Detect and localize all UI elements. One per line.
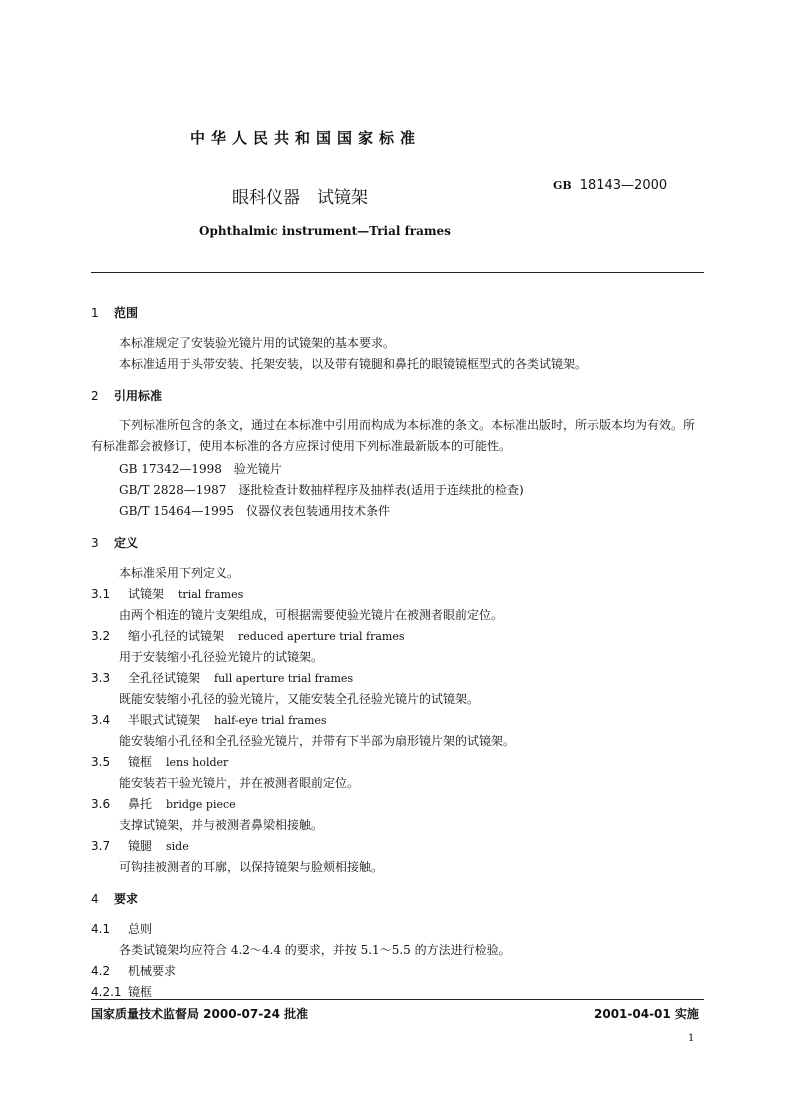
reference-item: GB 17342—1998 验光镜片 [119,462,282,476]
reference-item: GB/T 15464—1995 仪器仪表包装通用技术条件 [119,504,390,518]
document-title-zh: 眼科仪器 试镜架 [232,188,368,208]
section-1-heading [91,304,138,321]
term-zh: 镜腿 [128,839,153,853]
term-number: 3.5 [91,755,111,769]
term-3-3 [91,669,353,686]
section-number: 2 [91,389,99,403]
term-3-2 [91,627,405,644]
term-en: trial frames [178,588,244,601]
term-number: 3.7 [91,839,111,853]
term-number: 3.6 [91,797,111,811]
section-title: 引用标准 [114,389,163,403]
term-number: 3.3 [91,671,111,685]
implementation-date: 2001-04-01 实施 [594,1007,699,1021]
term-number: 3.4 [91,713,111,727]
approval-info: 国家质量技术监督局 2000-07-24 批准 [91,1007,309,1021]
term-definition: 支撑试镜架，并与被测者鼻梁相接触。 [119,818,324,832]
subsection-4-1 [91,920,152,937]
header-divider [91,272,704,273]
section-title: 范围 [114,306,139,320]
term-3-6 [91,795,236,812]
subsection-number: 4.2 [91,964,111,978]
section-number: 3 [91,536,99,550]
term-definition: 由两个相连的镜片支架组成，可根据需要使验光镜片在被测者眼前定位。 [119,608,504,622]
section-number: 1 [91,306,99,320]
term-en: bridge piece [166,798,236,811]
paragraph: 本标准采用下列定义。 [119,566,240,580]
term-number: 3.1 [91,587,111,601]
term-zh: 镜框 [128,755,153,769]
term-3-4 [91,711,327,728]
term-zh: 试镜架 [128,587,165,601]
subsection-4-2-1 [91,983,152,1000]
term-definition: 既能安装缩小孔径的验光镜片，又能安装全孔径验光镜片的试镜架。 [119,692,480,706]
footer-divider [91,999,704,1000]
section-4-heading [91,890,138,907]
gb-number: 18143—2000 [579,178,668,193]
term-3-5 [91,753,228,770]
term-zh: 缩小孔径的试镜架 [128,629,225,643]
section-title: 定义 [114,536,139,550]
subsection-4-2 [91,962,176,979]
term-3-1 [91,585,243,602]
term-zh: 全孔径试镜架 [128,671,201,685]
term-en: reduced aperture trial frames [238,630,405,643]
subsection-title: 机械要求 [128,964,177,978]
term-number: 3.2 [91,629,111,643]
term-definition: 用于安装缩小孔径验光镜片的试镜架。 [119,650,324,664]
national-standard-heading: 中华人民共和国国家标准 [190,129,422,147]
term-3-7 [91,837,189,854]
paragraph: 下列标准所包含的条文，通过在本标准中引用而构成为本标准的条文。本标准出版时，所示版本均为有效。所有标准都会被修订，使用本标准的各方应探讨使用下列标准最新版本的可能性。 [91,418,696,453]
section-2-heading [91,387,162,404]
section-number: 4 [91,892,99,906]
paragraph: 本标准规定了安装验光镜片用的试镜架的基本要求。 [119,336,396,350]
term-definition: 能安装若干验光镜片，并在被测者眼前定位。 [119,776,360,790]
subsection-number: 4.2.1 [91,985,122,999]
gb-prefix: GB [553,179,572,192]
term-definition: 能安装缩小孔径和全孔径验光镜片，并带有下半部为扇形镜片架的试镜架。 [119,734,516,748]
section-3-heading [91,534,138,551]
term-zh: 鼻托 [128,797,153,811]
term-zh: 半眼式试镜架 [128,713,201,727]
term-en: full aperture trial frames [214,672,354,685]
term-en: half-eye trial frames [214,714,327,727]
term-definition: 可钩挂被测者的耳廓，以保持镜架与脸颊相接触。 [119,860,384,874]
paragraph: 本标准适用于头带安装、托架安装，以及带有镜腿和鼻托的眼镜镜框型式的各类试镜架。 [119,357,588,371]
term-en: lens holder [166,756,229,769]
document-title-en: Ophthalmic instrument—Trial frames [199,224,451,238]
gb-code [553,178,667,193]
reference-item: GB/T 2828—1987 逐批检查计数抽样程序及抽样表(适用于连续批的检查) [119,483,524,497]
subsection-number: 4.1 [91,922,111,936]
subsection-title: 镜框 [128,985,153,999]
section-title: 要求 [114,892,139,906]
term-en: side [166,840,189,853]
page-number: 1 [688,1033,695,1044]
paragraph: 各类试镜架均应符合 4.2～4.4 的要求，并按 5.1～5.5 的方法进行检验。 [119,943,511,957]
subsection-title: 总则 [128,922,153,936]
